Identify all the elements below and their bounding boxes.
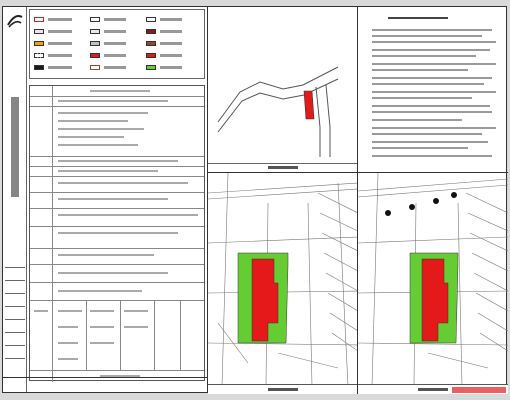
legend-entry [34,38,72,48]
map-legend [29,9,205,79]
legend-entry [146,26,182,36]
location-map [208,7,358,172]
red-note-label [452,387,506,393]
site-map-right-drawing [358,173,508,386]
legend-entry [90,50,126,60]
legend-entry [34,62,72,72]
approval-stamp-area [5,267,25,387]
location-map-caption [208,163,357,172]
legend-entry [90,62,126,72]
legend-entry [34,26,72,36]
survey-point-marker [451,192,457,198]
planning-sheet [2,6,507,393]
legend-entry [146,50,182,60]
left-sheet-label [3,377,208,392]
legend-entry [34,50,72,60]
legend-entry [146,62,182,72]
legend-entry [90,14,126,24]
legend-entry [90,26,126,36]
notes-panel [358,7,508,172]
site-map-left [208,172,358,394]
company-logo [5,11,25,31]
vertical-project-title [6,97,24,207]
site-map-left-drawing [208,173,358,386]
legend-entry [146,38,182,48]
legend-entry [90,38,126,48]
location-map-drawing [208,7,358,164]
survey-point-marker [385,210,391,216]
legend-entry [146,14,182,24]
survey-point-marker [433,198,439,204]
project-info-table [29,85,205,381]
legend-entry [34,14,72,24]
left-info-column [3,7,208,392]
site-map-left-caption [208,384,357,394]
survey-point-marker [409,204,415,210]
title-block [3,7,27,392]
site-map-right [358,172,508,394]
project-site-marker [304,91,314,119]
